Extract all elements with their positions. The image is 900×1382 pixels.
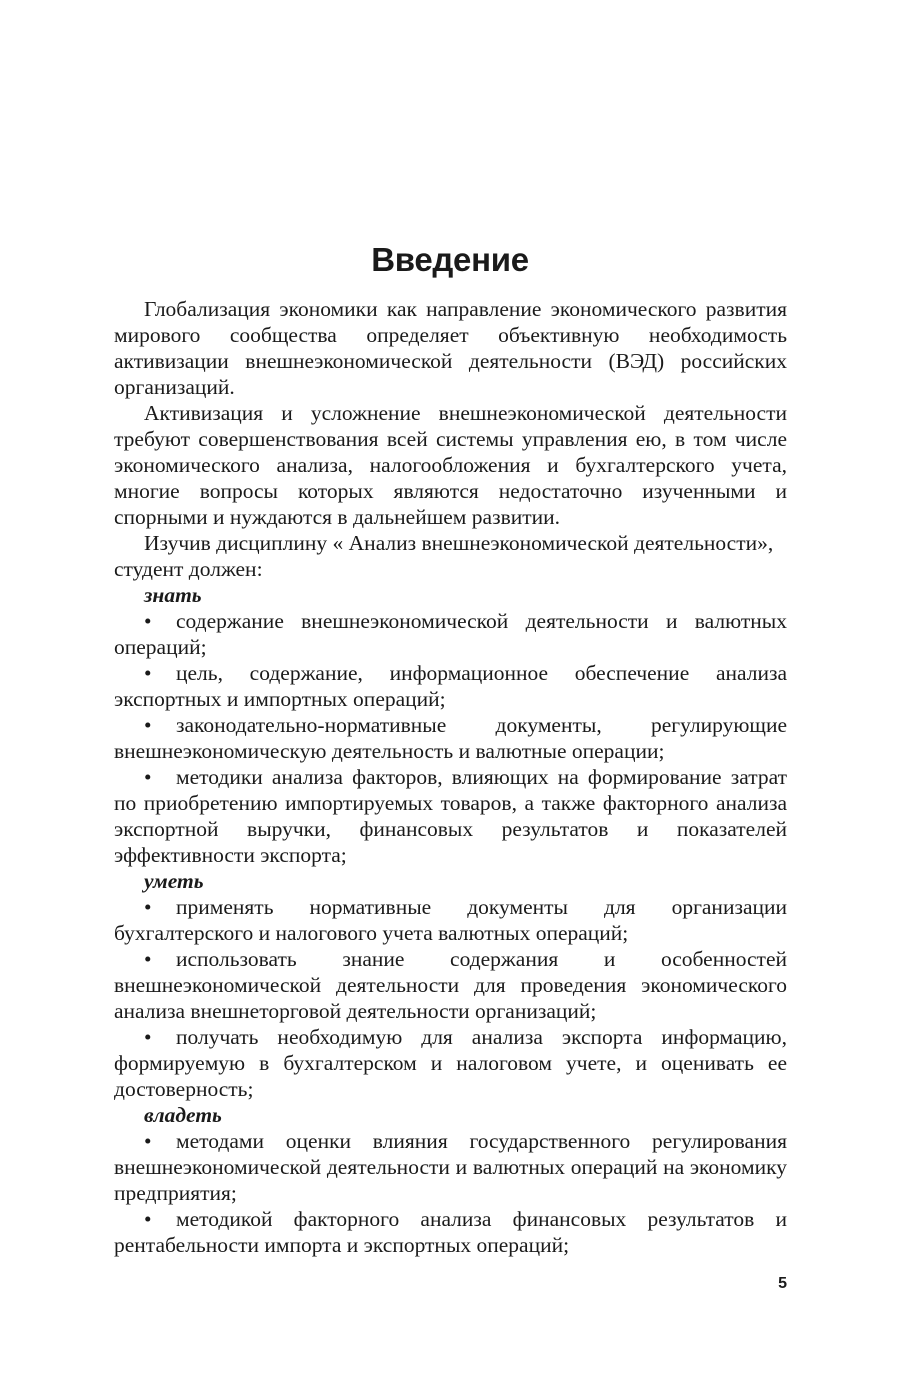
list-item-text: методами оценки влияния государственного регулирования внешнеэкономической деятельности и валютных операций на экономику предприятия; — [114, 1129, 787, 1205]
list-item-text: методики анализа факторов, влияющих на формирование затрат по приобретению импортируемых товаров, а также факторного анализа экспортной выручки, финансовых результатов и показателей эффективности экспорта; — [114, 765, 787, 867]
list-item-text: законодательно-нормативные документы, регулирующие внешнеэкономическую деятельность и валютные операции; — [114, 713, 787, 763]
bullet-icon: • — [144, 765, 152, 789]
bullet-icon: • — [144, 713, 152, 737]
intro-paragraph-1: Глобализация экономики как направление экономического развития мирового сообщества определяет объективную необходимость активизации внешнеэкономической деятельности (ВЭД) российских организаций. — [114, 297, 787, 399]
document-body — [114, 296, 787, 1258]
section-label-know: знать — [144, 583, 202, 607]
list-item — [114, 1024, 787, 1102]
list-item-text: цель, содержание, информационное обеспечение анализа экспортных и импортных операций; — [114, 661, 787, 711]
list-item-text: методикой факторного анализа финансовых результатов и рентабельности импорта и экспортных операций; — [114, 1207, 787, 1257]
list-item — [114, 712, 787, 764]
intro-paragraph-3: Изучив дисциплину « Анализ внешнеэкономической деятельности», студент должен: — [114, 531, 774, 581]
bullet-icon: • — [144, 947, 152, 971]
list-item — [114, 764, 787, 868]
intro-paragraph-2: Активизация и усложнение внешнеэкономической деятельности требуют совершенствования всей системы управления ею, в том числе экономического анализа, налогообложения и бухгалтерского учета, многие вопросы которых являются недостаточно изученными и спорными и нуждаются в дальнейшем развитии. — [114, 401, 787, 529]
section-label-can: уметь — [144, 869, 204, 893]
bullet-icon: • — [144, 609, 152, 633]
list-item — [114, 946, 787, 1024]
list-item — [114, 1128, 787, 1206]
list-item — [114, 894, 787, 946]
list-item — [114, 608, 787, 660]
list-item-text: применять нормативные документы для организации бухгалтерского и налогового учета валютных операций; — [114, 895, 787, 945]
page-number: 5 — [778, 1275, 787, 1292]
list-item — [114, 660, 787, 712]
bullet-icon: • — [144, 895, 152, 919]
bullet-icon: • — [144, 1025, 152, 1049]
bullet-icon: • — [144, 1129, 152, 1153]
bullet-icon: • — [144, 661, 152, 685]
bullet-icon: • — [144, 1207, 152, 1231]
page-title: Введение — [371, 241, 529, 279]
section-label-master: владеть — [144, 1103, 222, 1127]
list-item-text: содержание внешнеэкономической деятельности и валютных операций; — [114, 609, 787, 659]
list-item-text: использовать знание содержания и особенностей внешнеэкономической деятельности для проведения экономического анализа внешнеторговой деятельности организаций; — [114, 947, 787, 1023]
list-item-text: получать необходимую для анализа экспорта информацию, формируемую в бухгалтерском и налоговом учете, и оценивать ее достоверность; — [114, 1025, 787, 1101]
list-item — [114, 1206, 787, 1258]
